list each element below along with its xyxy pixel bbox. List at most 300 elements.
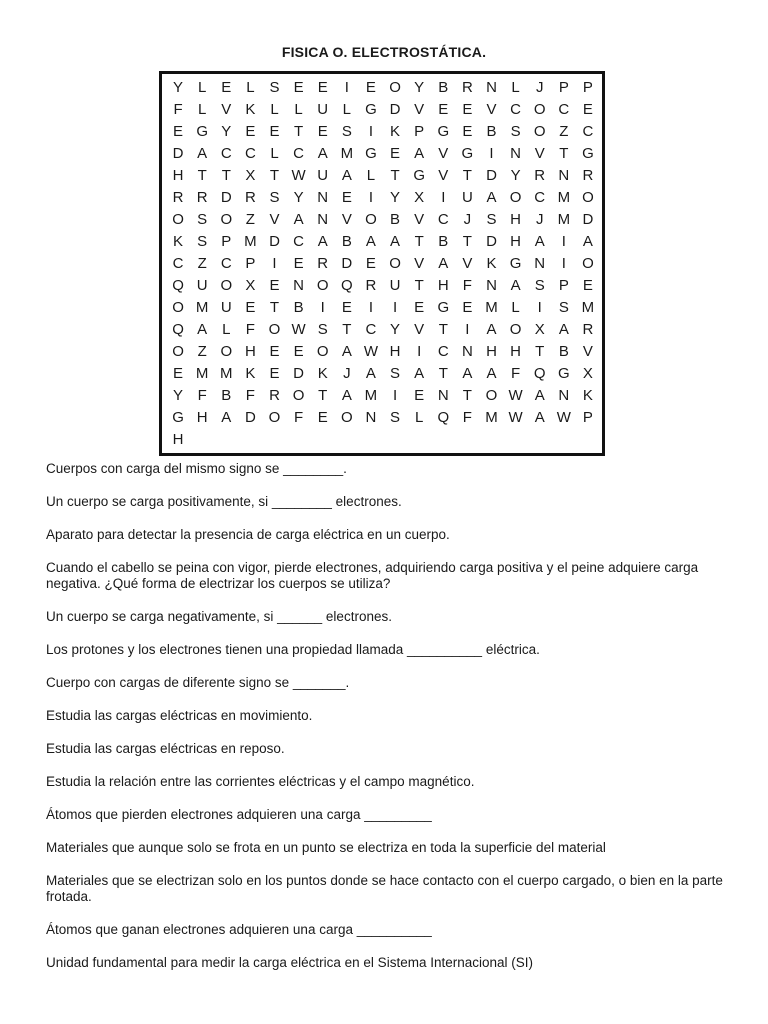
grid-letter: A: [197, 321, 208, 339]
grid-letter: P: [414, 122, 425, 140]
grid-letter: O: [292, 387, 305, 405]
grid-letter: T: [414, 277, 424, 295]
grid-letter: V: [582, 343, 593, 361]
grid-letter: E: [462, 299, 473, 317]
grid-letter: H: [172, 431, 184, 449]
grid-letter: A: [462, 365, 473, 383]
question-item: Un cuerpo se carga negativamente, si ______ electrones.: [46, 609, 392, 624]
word-search-grid: [159, 71, 605, 456]
grid-letter: O: [582, 188, 594, 206]
grid-letter: A: [510, 277, 521, 295]
grid-letter: F: [462, 409, 472, 427]
grid-letter: V: [414, 254, 425, 272]
grid-letter: U: [317, 100, 329, 118]
grid-letter: T: [438, 365, 448, 383]
grid-letter: O: [389, 78, 401, 96]
grid-letter: M: [485, 409, 498, 427]
grid-letter: O: [268, 409, 281, 427]
grid-letter: R: [244, 188, 256, 206]
grid-letter: Q: [172, 277, 184, 295]
grid-letter: Z: [197, 254, 207, 272]
grid-letter: P: [582, 78, 593, 96]
grid-letter: C: [534, 188, 546, 206]
grid-letter: I: [537, 299, 542, 317]
grid-letter: Q: [437, 409, 450, 427]
grid-letter: G: [582, 144, 594, 162]
grid-letter: R: [534, 166, 546, 184]
grid-letter: T: [269, 166, 280, 184]
grid-letter: P: [582, 409, 593, 427]
grid-letter: S: [197, 210, 208, 228]
grid-letter: C: [220, 144, 232, 162]
grid-letter: A: [221, 409, 232, 427]
grid-letter: C: [582, 122, 594, 140]
grid-letter: T: [438, 321, 448, 339]
grid-letter: A: [582, 232, 593, 250]
grid-letter: D: [582, 210, 594, 228]
grid-letter: G: [365, 144, 377, 162]
grid-letter: A: [438, 254, 449, 272]
grid-letter: V: [462, 254, 473, 272]
grid-letter: A: [317, 144, 328, 162]
grid-letter: P: [245, 254, 256, 272]
grid-letter: U: [196, 277, 208, 295]
grid-letter: C: [293, 232, 305, 250]
grid-letter: F: [245, 321, 255, 339]
grid-letter: H: [486, 343, 497, 361]
grid-letter: R: [461, 78, 473, 96]
grid-letter: N: [317, 188, 329, 206]
grid-letter: E: [293, 78, 304, 96]
grid-letter: P: [558, 277, 569, 295]
grid-letter: N: [534, 254, 546, 272]
grid-letter: O: [268, 321, 281, 339]
grid-letter: F: [462, 277, 472, 295]
grid-letter: S: [390, 365, 401, 383]
question-item: Átomos que ganan electrones adquieren una carga __________: [46, 922, 432, 937]
grid-letter: M: [485, 299, 498, 317]
grid-letter: V: [414, 100, 425, 118]
grid-letter: T: [197, 166, 207, 184]
grid-letter: S: [269, 188, 280, 206]
grid-letter: G: [413, 166, 425, 184]
grid-letter: X: [245, 277, 256, 295]
grid-letter: E: [317, 409, 328, 427]
grid-letter: D: [220, 188, 232, 206]
grid-letter: Q: [172, 321, 184, 339]
grid-letter: R: [196, 188, 208, 206]
question-item: Un cuerpo se carga positivamente, si ________ electrones.: [46, 494, 402, 509]
grid-letter: H: [510, 343, 522, 361]
grid-letter: L: [197, 78, 207, 96]
grid-letter: D: [486, 232, 497, 250]
grid-letter: T: [342, 321, 352, 339]
grid-letter: N: [558, 387, 570, 405]
grid-letter: A: [341, 387, 352, 405]
grid-letter: W: [291, 321, 306, 339]
grid-letter: G: [557, 365, 570, 383]
grid-letter: S: [486, 210, 497, 228]
grid-letter: O: [172, 299, 184, 317]
grid-letter: A: [317, 232, 328, 250]
grid-letter: F: [511, 365, 521, 383]
grid-letter: T: [462, 166, 472, 184]
grid-letter: M: [557, 188, 571, 206]
grid-letter: E: [293, 254, 304, 272]
grid-letter: L: [222, 321, 231, 339]
grid-letter: K: [317, 365, 328, 383]
grid-letter: H: [196, 409, 208, 427]
grid-letter: E: [245, 299, 256, 317]
grid-letter: T: [414, 232, 424, 250]
question-item: Estudia la relación entre las corrientes eléctricas y el campo magnético.: [46, 774, 475, 789]
grid-letter: A: [414, 365, 425, 383]
grid-letter: B: [558, 343, 569, 361]
grid-letter: C: [244, 144, 256, 162]
grid-letter: E: [245, 122, 256, 140]
grid-letter: T: [269, 299, 280, 317]
grid-letter: S: [510, 122, 521, 140]
grid-letter: E: [582, 277, 593, 295]
grid-letter: I: [489, 144, 494, 162]
question-list: [46, 461, 736, 988]
grid-letter: R: [317, 254, 329, 272]
grid-letter: G: [365, 100, 377, 118]
grid-letter: O: [220, 277, 233, 295]
grid-letter: M: [244, 232, 257, 250]
grid-letter: H: [172, 166, 184, 184]
grid-letter: Z: [197, 343, 207, 361]
grid-letter: H: [244, 343, 256, 361]
grid-letter: F: [245, 387, 255, 405]
grid-letter: V: [438, 144, 449, 162]
grid-letter: Y: [414, 78, 425, 96]
grid-letter: C: [510, 100, 522, 118]
grid-letter: K: [582, 387, 593, 405]
grid-letter: N: [317, 210, 329, 228]
question-item: Átomos que pierden electrones adquieren una carga _________: [46, 807, 432, 822]
grid-letter: V: [438, 166, 449, 184]
grid-letter: Y: [293, 188, 304, 206]
grid-letter: I: [368, 122, 374, 140]
grid-letter: X: [582, 365, 593, 383]
grid-letter: H: [510, 210, 522, 228]
grid-letter: J: [535, 78, 544, 96]
grid-letter: T: [390, 166, 400, 184]
grid-letter: A: [534, 387, 545, 405]
grid-letter: S: [317, 321, 328, 339]
grid-letter: C: [558, 100, 570, 118]
grid-letter: O: [316, 277, 329, 295]
grid-letter: L: [511, 78, 520, 96]
grid-letter: E: [462, 100, 473, 118]
grid-letter: V: [486, 100, 497, 118]
question-item: Estudia las cargas eléctricas en reposo.: [46, 741, 285, 756]
grid-letter: T: [221, 166, 231, 184]
grid-letter: A: [197, 144, 208, 162]
grid-letter: A: [486, 188, 497, 206]
grid-letter: N: [558, 166, 570, 184]
grid-letter: O: [509, 188, 522, 206]
grid-letter: H: [389, 343, 401, 361]
grid-letter: U: [220, 299, 232, 317]
grid-letter: W: [556, 409, 571, 427]
grid-letter: G: [196, 122, 208, 140]
question-item: Los protones y los electrones tienen una propiedad llamada __________ eléctrica.: [46, 642, 540, 657]
grid-letter: A: [558, 321, 569, 339]
grid-letter: D: [341, 254, 353, 272]
grid-letter: O: [509, 321, 522, 339]
grid-letter: N: [461, 343, 473, 361]
grid-letter: O: [316, 343, 329, 361]
grid-letter: E: [269, 343, 280, 361]
grid-letter: J: [343, 365, 351, 383]
grid-letter: O: [365, 210, 377, 228]
grid-letter: B: [438, 232, 449, 250]
grid-letter: A: [293, 210, 304, 228]
grid-letter: E: [390, 144, 401, 162]
grid-letter: K: [245, 365, 256, 383]
grid-letter: L: [414, 409, 424, 427]
grid-letter: Y: [221, 122, 232, 140]
grid-letter: L: [197, 100, 207, 118]
grid-letter: D: [172, 144, 184, 162]
grid-letter: A: [534, 409, 545, 427]
grid-letter: C: [437, 210, 449, 228]
grid-letter: I: [368, 299, 374, 317]
grid-letter: I: [272, 254, 277, 272]
question-item: Cuerpo con cargas de diferente signo se _______.: [46, 675, 350, 690]
grid-letter: O: [172, 210, 184, 228]
grid-letter: O: [172, 343, 184, 361]
grid-letter: R: [365, 277, 377, 295]
grid-letter: V: [414, 210, 425, 228]
grid-letter: I: [465, 321, 470, 339]
grid-letter: R: [582, 321, 594, 339]
grid-letter: E: [317, 78, 328, 96]
grid-letter: R: [172, 188, 184, 206]
grid-letter: F: [173, 100, 183, 118]
grid-letter: L: [246, 78, 255, 96]
grid-letter: C: [437, 343, 449, 361]
grid-letter: X: [245, 166, 256, 184]
grid-letter: C: [172, 254, 184, 272]
grid-letter: A: [341, 166, 352, 184]
grid-letter: X: [534, 321, 545, 339]
grid-letter: T: [535, 343, 545, 361]
grid-letter: N: [486, 78, 497, 96]
grid-letter: P: [558, 78, 569, 96]
grid-letter: M: [220, 365, 233, 383]
grid-letter: K: [245, 100, 256, 118]
question-item: Materiales que aunque solo se frota en un punto se electriza en toda la superficie del material: [46, 840, 606, 855]
grid-letter: I: [561, 254, 566, 272]
grid-letter: E: [269, 277, 280, 295]
grid-letter: D: [389, 100, 401, 118]
grid-letter: U: [317, 166, 329, 184]
grid-letter: C: [220, 254, 232, 272]
grid-letter: E: [269, 122, 280, 140]
grid-letter: T: [559, 144, 569, 162]
grid-letter: M: [195, 365, 209, 383]
grid-letter: E: [221, 78, 232, 96]
grid-letter: E: [341, 188, 352, 206]
grid-letter: E: [414, 387, 425, 405]
grid-letter: K: [173, 232, 184, 250]
grid-letter: I: [392, 387, 398, 405]
grid-letter: J: [535, 210, 544, 228]
grid-letter: Y: [173, 78, 184, 96]
grid-letter: O: [533, 100, 546, 118]
grid-letter: E: [365, 78, 376, 96]
grid-letter: L: [366, 166, 376, 184]
grid-letter: E: [462, 122, 473, 140]
grid-letter: O: [582, 254, 594, 272]
grid-letter: C: [365, 321, 377, 339]
grid-letter: Y: [390, 321, 401, 339]
grid-letter: N: [437, 387, 449, 405]
grid-letter: W: [291, 166, 306, 184]
grid-letter: A: [365, 365, 376, 383]
grid-letter: S: [390, 409, 401, 427]
grid-letter: U: [461, 188, 473, 206]
grid-letter: I: [561, 232, 566, 250]
grid-letter: F: [197, 387, 207, 405]
grid-letter: V: [341, 210, 352, 228]
grid-letter: J: [463, 210, 472, 228]
grid-letter: B: [293, 299, 304, 317]
grid-letter: X: [414, 188, 425, 206]
grid-letter: Y: [173, 387, 184, 405]
grid-letter: A: [341, 343, 352, 361]
grid-letter: I: [368, 188, 374, 206]
grid-letter: M: [195, 299, 209, 317]
grid-letter: M: [581, 299, 595, 317]
grid-letter: T: [294, 122, 304, 140]
grid-letter: L: [270, 144, 279, 162]
grid-letter: E: [341, 299, 352, 317]
grid-letter: B: [390, 210, 401, 228]
grid-letter: B: [486, 122, 497, 140]
page-title: FISICA O. ELECTROSTÁTICA.: [281, 44, 487, 60]
grid-letter: L: [270, 100, 279, 118]
grid-letter: D: [293, 365, 305, 383]
grid-letter: I: [441, 188, 446, 206]
grid-letter: I: [417, 343, 422, 361]
grid-letter: B: [221, 387, 232, 405]
grid-letter: P: [221, 232, 232, 250]
question-item: Unidad fundamental para medir la carga eléctrica en el Sistema Internacional (SI): [46, 955, 534, 970]
grid-letter: M: [557, 210, 571, 228]
grid-letter: B: [341, 232, 352, 250]
grid-letter: O: [533, 122, 546, 140]
grid-letter: L: [342, 100, 351, 118]
grid-letter: K: [390, 122, 401, 140]
grid-letter: A: [486, 321, 497, 339]
grid-letter: I: [392, 299, 398, 317]
grid-letter: N: [293, 277, 305, 295]
grid-letter: O: [220, 343, 233, 361]
grid-letter: K: [486, 254, 497, 272]
grid-letter: R: [269, 387, 280, 405]
grid-letter: Q: [340, 277, 353, 295]
question-item: Cuerpos con carga del mismo signo se ________.: [46, 461, 347, 476]
grid-letter: A: [365, 232, 376, 250]
grid-letter: D: [244, 409, 256, 427]
grid-letter: L: [294, 100, 303, 118]
question-item: Cuando el cabello se peina con vigor, pierde electrones, adquiriendo carga positiva y el peine adquiere carga negativa. ¿Qué forma de electrizar los cuerpos se utiliza?: [46, 560, 699, 591]
grid-letter: A: [534, 232, 545, 250]
grid-letter: G: [437, 122, 450, 140]
grid-letter: Q: [533, 365, 546, 383]
grid-letter: H: [510, 232, 522, 250]
grid-letter: G: [461, 144, 474, 162]
grid-letter: V: [534, 144, 545, 162]
grid-letter: E: [269, 365, 280, 383]
grid-letter: A: [414, 144, 425, 162]
grid-letter: T: [318, 387, 328, 405]
grid-letter: S: [197, 232, 208, 250]
grid-letter: C: [293, 144, 305, 162]
grid-letter: V: [269, 210, 280, 228]
grid-letter: O: [485, 387, 498, 405]
question-item: Estudia las cargas eléctricas en movimiento.: [46, 708, 313, 723]
grid-letter: B: [438, 78, 449, 96]
grid-letter: S: [534, 277, 545, 295]
grid-letter: D: [486, 166, 497, 184]
grid-letter: I: [320, 299, 325, 317]
question-item: Aparato para detectar la presencia de carga eléctrica en un cuerpo.: [46, 527, 450, 542]
grid-letter: T: [462, 232, 472, 250]
grid-letter: N: [486, 277, 497, 295]
grid-letter: O: [340, 409, 353, 427]
grid-letter: O: [220, 210, 233, 228]
grid-letter: E: [414, 299, 425, 317]
grid-letter: O: [389, 254, 401, 272]
grid-letter: M: [364, 387, 378, 405]
grid-letter: R: [582, 166, 594, 184]
grid-letter: V: [414, 321, 425, 339]
grid-letter: T: [462, 387, 472, 405]
grid-letter: I: [344, 78, 349, 96]
question-item: Materiales que se electrizan solo en los puntos donde se hace contacto con el cuerpo cargado, o bien en la parte frotada.: [46, 873, 723, 904]
grid-letter: W: [508, 409, 523, 427]
grid-letter: D: [269, 232, 280, 250]
grid-letter: S: [341, 122, 352, 140]
grid-letter: E: [365, 254, 376, 272]
grid-letter: L: [511, 299, 520, 317]
grid-letter: Y: [390, 188, 401, 206]
grid-letter: E: [173, 365, 184, 383]
grid-letter: E: [582, 100, 593, 118]
grid-letter: G: [172, 409, 184, 427]
grid-letter: E: [173, 122, 184, 140]
grid-letter: V: [221, 100, 232, 118]
grid-letter: U: [389, 277, 401, 295]
grid-letter: N: [510, 144, 522, 162]
grid-letter: E: [438, 100, 449, 118]
grid-letter: W: [508, 387, 523, 405]
grid-letter: E: [317, 122, 328, 140]
grid-letter: G: [437, 299, 450, 317]
grid-letter: H: [437, 277, 449, 295]
grid-letter: A: [390, 232, 401, 250]
grid-letter: F: [294, 409, 304, 427]
grid-letter: S: [558, 299, 569, 317]
grid-letter: N: [365, 409, 377, 427]
grid-letter: A: [486, 365, 497, 383]
grid-letter: W: [363, 343, 379, 361]
